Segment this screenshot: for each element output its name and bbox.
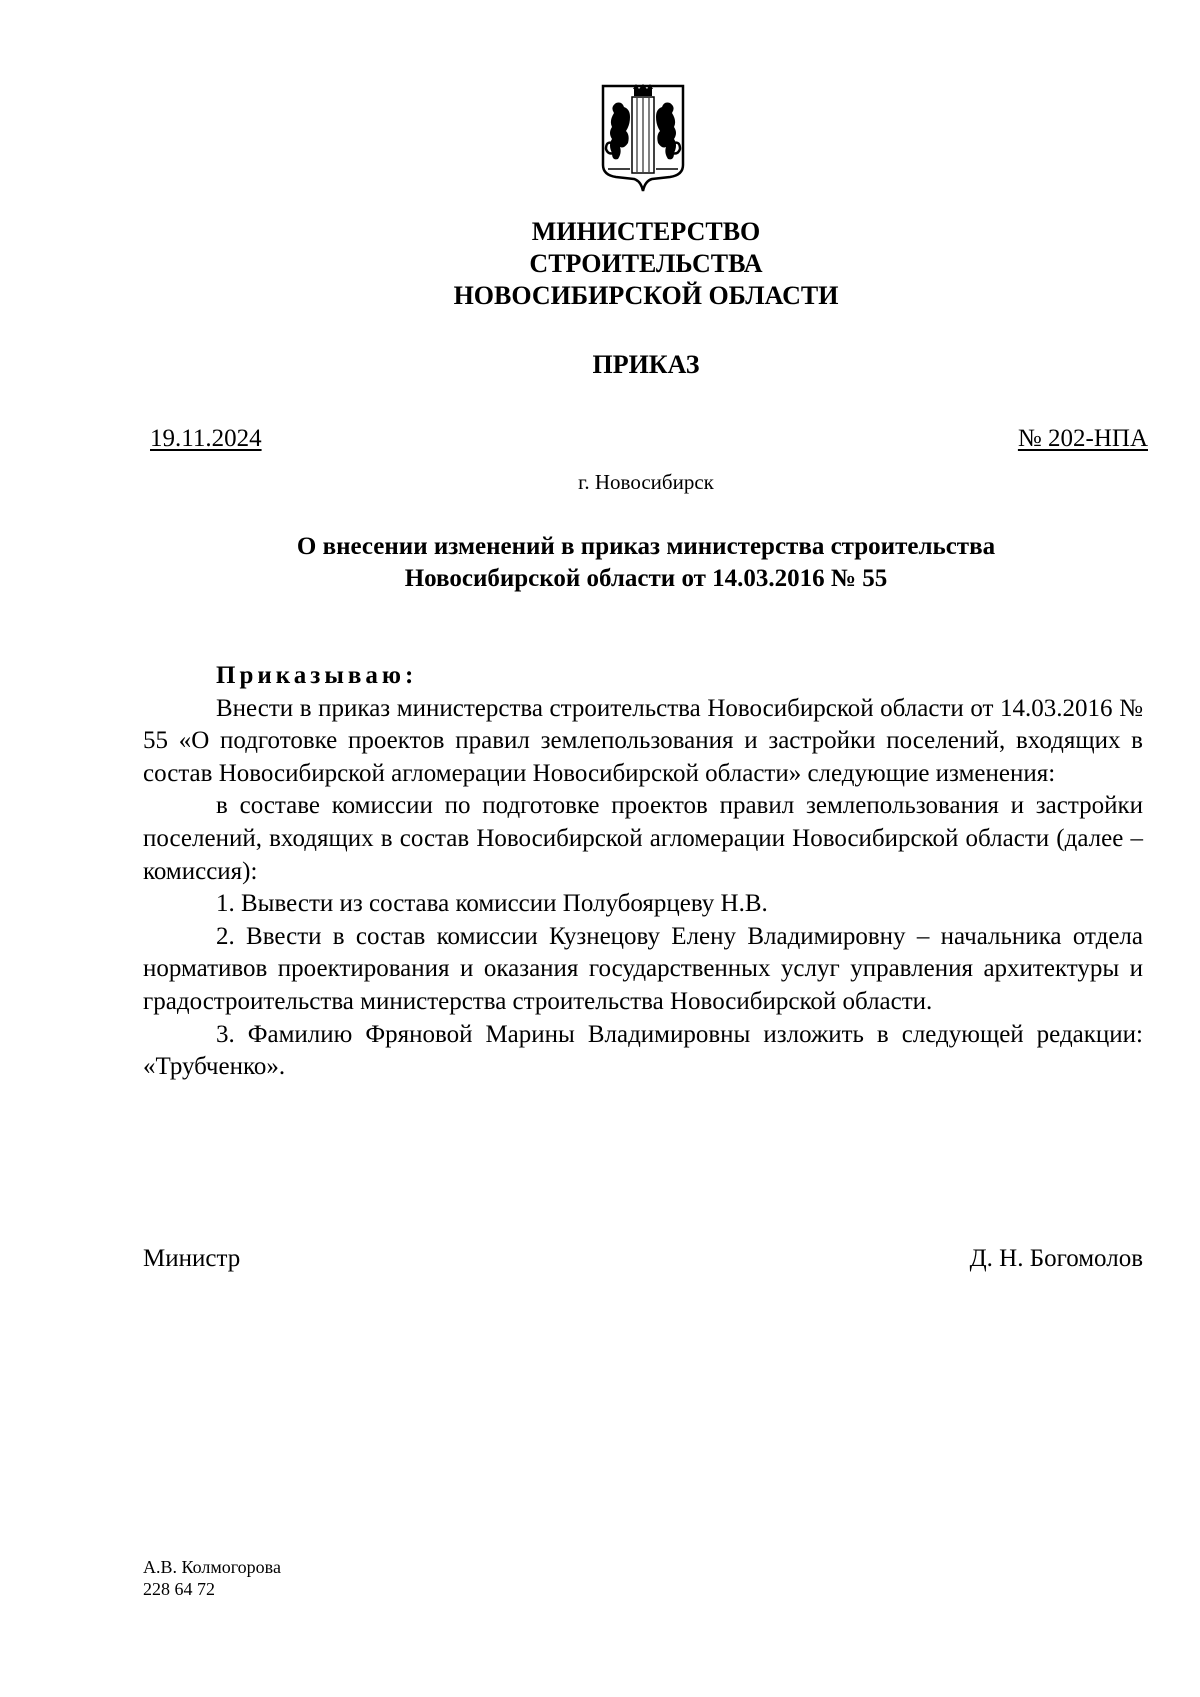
ministry-name-line-3: НОВОСИБИРСКОЙ ОБЛАСТИ	[453, 281, 839, 310]
document-title	[143, 531, 1149, 595]
ministry-name-line-1: МИНИСТЕРСТВО	[531, 217, 761, 246]
document-city: г. Новосибирск	[578, 470, 714, 494]
coat-of-arms-emblem	[600, 83, 686, 193]
order-word: Приказываю:	[216, 662, 418, 689]
document-date: 19.11.2024	[150, 425, 262, 452]
order-statement	[143, 660, 1143, 693]
body-paragraph-2: в составе комиссии по подготовке проектов правил землепользования и застройки поселений, входящих в состав Новосибирской агломерации Новосибирской области (далее – комиссия):	[143, 792, 1143, 885]
body-item-3: 3. Фамилию Фряновой Марины Владимировны изложить в следующей редакции: «Трубченко».	[143, 1020, 1143, 1081]
body-item-2: 2. Ввести в состав комиссии Кузнецову Елену Владимировну – начальника отдела нормативов проектирования и оказания государственных услуг управления архитектуры и градостроительства министерства строительства Новосибирской области.	[143, 922, 1143, 1015]
document-number: № 202-НПА	[1017, 425, 1148, 452]
body-item-1: 1. Вывести из состава комиссии Полубоярцеву Н.В.	[216, 890, 768, 918]
executor-phone: 228 64 72	[143, 1579, 215, 1599]
executor-info	[143, 1556, 281, 1600]
ministry-header	[143, 216, 1149, 312]
document-title-line-2: Новосибирской области от 14.03.2016 № 55	[404, 565, 888, 592]
executor-name: А.В. Колмогорова	[143, 1557, 281, 1577]
signatory-role: Министр	[143, 1245, 241, 1272]
body-paragraph-1: Внести в приказ министерства строительства Новосибирской области от 14.03.2016 № 55 «О подготовке проектов правил землепользования и застройки поселений, входящих в состав Новосибирской агломерации Новосибирской области» следующие изменения:	[143, 694, 1143, 787]
signatory-name: Д. Н. Богомолов	[969, 1245, 1143, 1272]
ministry-name-line-2: СТРОИТЕЛЬСТВА	[529, 249, 763, 278]
document-title-line-1: О внесении изменений в приказ министерства строительства	[296, 533, 996, 560]
document-body	[143, 660, 1143, 1084]
document-type: ПРИКАЗ	[592, 350, 700, 379]
